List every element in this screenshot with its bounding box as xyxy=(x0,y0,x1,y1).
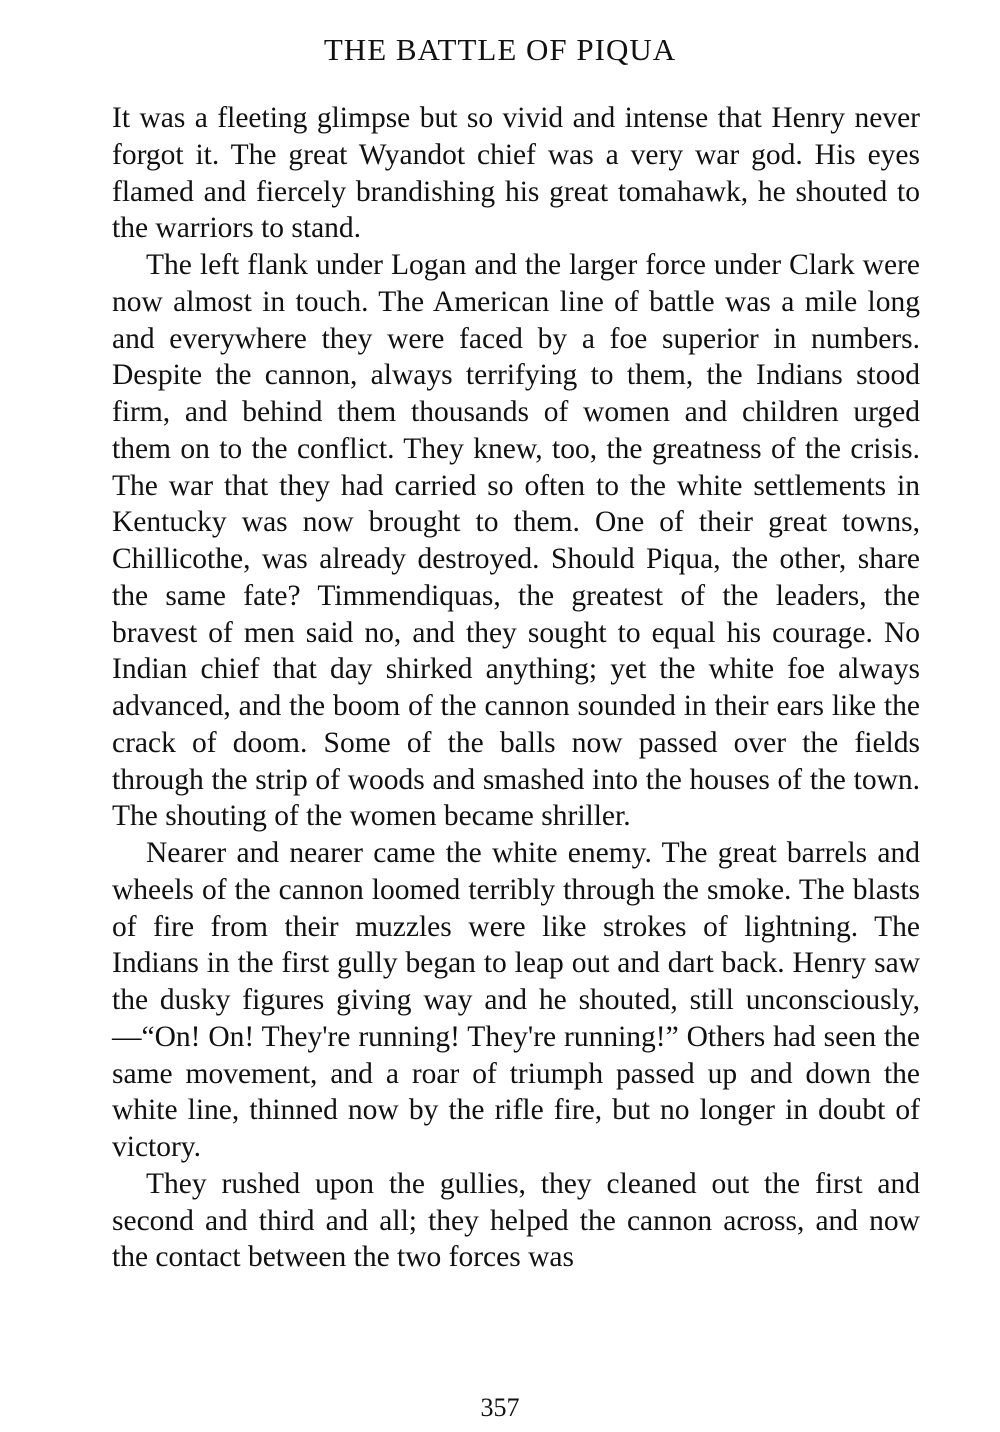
body-text xyxy=(112,100,920,1276)
paragraph-4: They rushed upon the gullies, they cleaned out the first and second and third and all; they helped the cannon across, and now the contact between the two forces was xyxy=(112,1167,920,1274)
paragraph-1: It was a fleeting glimpse but so vivid and intense that Henry never forgot it. The great Wyandot chief was a very war god. His eyes flamed and fiercely brandishing his great tomahawk, he shouted to the warriors to stand. xyxy=(112,102,920,245)
running-head: THE BATTLE OF PIQUA xyxy=(323,32,677,67)
paragraph-3: Nearer and nearer came the white enemy. The great barrels and wheels of the cannon loomed terribly through the smoke. The blasts of fire from their muzzles were like strokes of lightning. The Indians in the first gully began to leap out and dart back. Henry saw the dusky figures giving way and he shouted, still unconsciously,—“On! On! They're running! They're running!” Others had seen the same movement, and a roar of triumph passed up and down the white line, thinned now by the rifle fire, but no longer in doubt of victory. xyxy=(112,837,920,1163)
page-number: 357 xyxy=(480,1393,520,1422)
paragraph-2: The left flank under Logan and the larger force under Clark were now almost in touch. The American line of battle was a mile long and everywhere they were faced by a foe superior in numbers. Despite the cannon, always terrifying to them, the Indians stood firm, and behind them thousands of women and children urged them on to the conflict. They knew, too, the greatness of the crisis. The war that they had carried so often to the white settlements in Kentucky was now brought to them. One of their great towns, Chillicothe, was already destroyed. Should Piqua, the other, share the same fate? Timmendiquas, the greatest of the leaders, the bravest of men said no, and they sought to equal his courage. No Indian chief that day shirked anything; yet the white foe always advanced, and the boom of the cannon sounded in their ears like the crack of doom. Some of the balls now passed over the fields through the strip of woods and smashed into the houses of the town. The shouting of the women became shriller. xyxy=(112,249,920,833)
